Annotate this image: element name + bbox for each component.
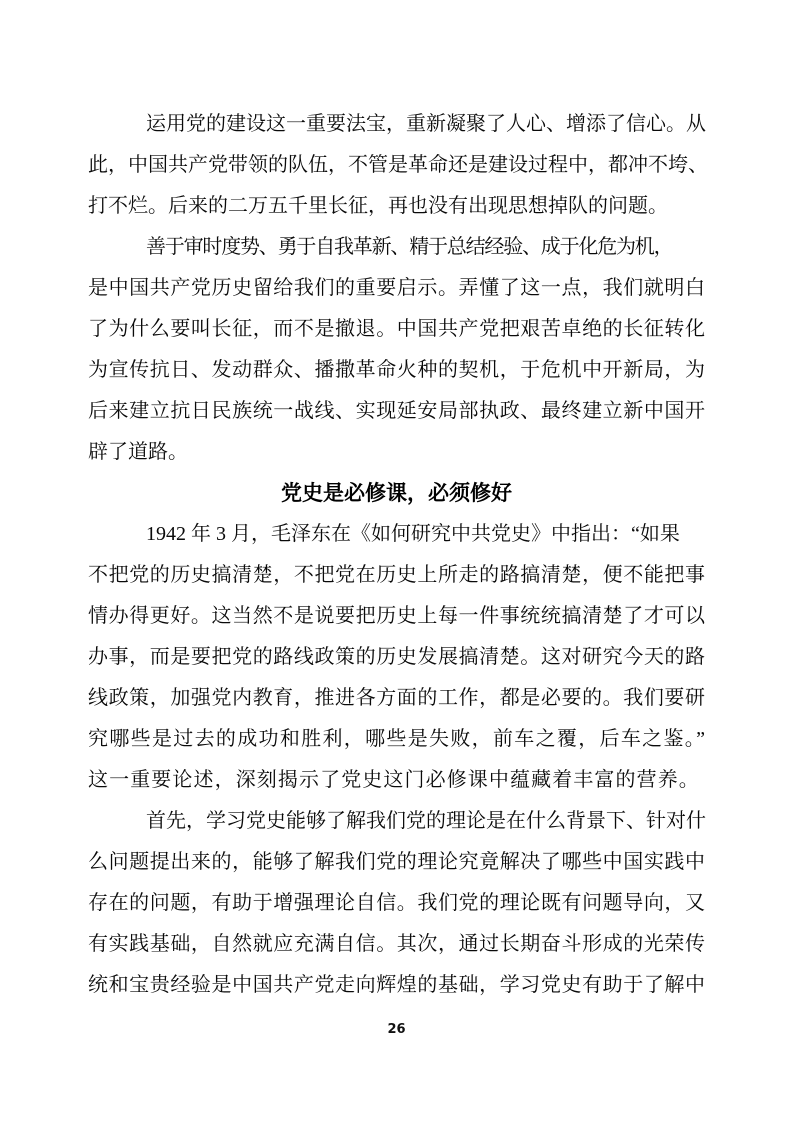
text-line: 首先，学习党史能够了解我们党的理论是在什么背景下、针对什 — [146, 810, 706, 832]
text-line: 后来建立抗日民族统一战线、实现延安局部执政、最终建立新中国开 — [88, 400, 705, 422]
text-line: 统和宝贵经验是中国共产党走向辉煌的基础，学习党史有助于了解中 — [88, 974, 705, 996]
text-line: 情办得更好。这当然不是说要把历史上每一件事统统搞清楚了才可以 — [88, 605, 705, 627]
text-line: 善于审时度势、勇于自我革新、精于总结经验、成于化危为机， — [146, 236, 673, 258]
text-line: 为宣传抗日、发动群众、播撒革命火种的契机，于危机中开新局，为 — [88, 359, 705, 381]
paragraph-2 — [88, 227, 705, 473]
paragraph-3 — [88, 514, 705, 801]
text-line: 有实践基础，自然就应充满自信。其次，通过长期奋斗形成的光荣传 — [88, 933, 705, 955]
text-line: 辟了道路。 — [88, 441, 188, 463]
text-line: 办事，而是要把党的路线政策的历史发展搞清楚。这对研究今天的路 — [88, 646, 705, 668]
text-line: 了为什么要叫长征，而不是撤退。中国共产党把艰苦卓绝的长征转化 — [88, 318, 705, 340]
paragraph-1 — [88, 104, 708, 227]
document-content — [88, 104, 708, 1006]
text-line: 不把党的历史搞清楚，不把党在历史上所走的路搞清楚，便不能把事 — [88, 564, 705, 586]
text-line: 线政策，加强党内教育，推进各方面的工作，都是必要的。我们要研 — [88, 687, 705, 709]
text-line: 此，中国共产党带领的队伍，不管是革命还是建设过程中，都冲不垮、 — [88, 154, 708, 176]
text-line: 存在的问题，有助于增强理论自信。我们党的理论既有问题导向，又 — [88, 892, 705, 914]
text-line: 么问题提出来的，能够了解我们党的理论究竟解决了哪些中国实践中 — [88, 851, 705, 873]
text-line: 这一重要论述，深刻揭示了党史这门必修课中蕴藏着丰富的营养。 — [88, 769, 700, 791]
text-line: 是中国共产党历史留给我们的重要启示。弄懂了这一点，我们就明白 — [88, 277, 705, 299]
paragraph-4 — [88, 801, 705, 1006]
section-heading: 党史是必修课，必须修好 — [281, 482, 512, 505]
text-line: 打不烂。后来的二万五千里长征，再也没有出现思想掉队的问题。 — [88, 195, 668, 217]
page-number: 26 — [387, 1022, 406, 1037]
text-line: 究哪些是过去的成功和胜利，哪些是失败，前车之覆，后车之鉴。” — [88, 728, 705, 750]
text-line: 运用党的建设这一重要法宝，重新凝聚了人心、增添了信心。从 — [146, 113, 706, 135]
text-line: 1942 年 3 月，毛泽东在《如何研究中共党史》中指出：“如果 — [146, 523, 680, 545]
